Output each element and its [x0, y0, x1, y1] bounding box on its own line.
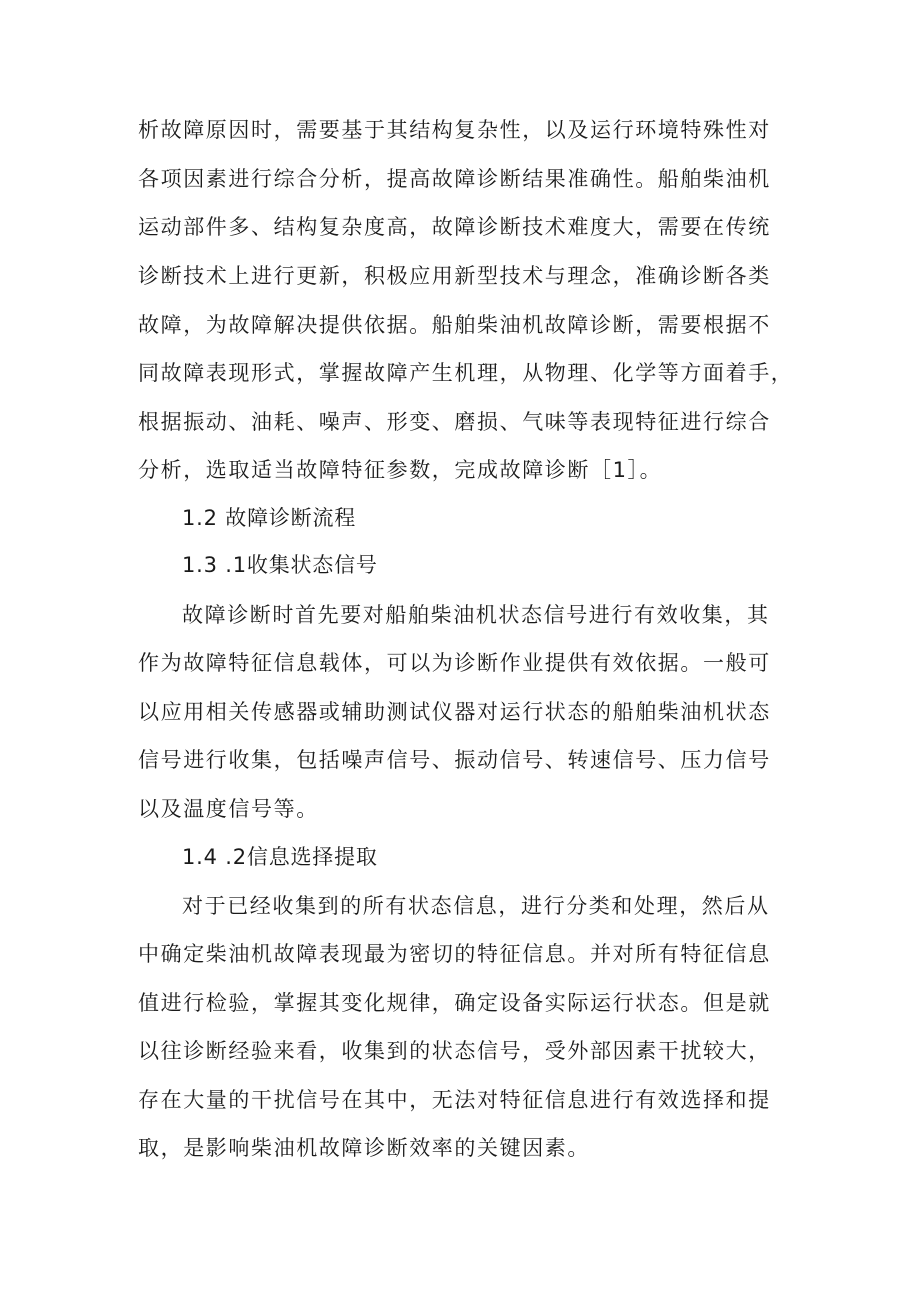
paragraph-line: 中确定柴油机故障表现最为密切的特征信息。并对所有特征信息 [138, 942, 771, 966]
paragraph-line: 信号进行收集，包括噪声信号、振动信号、转速信号、压力信号 [138, 748, 771, 772]
paragraph-line: 同故障表现形式，掌握故障产生机理，从物理、化学等方面着手， [138, 361, 794, 385]
paragraph-line: 值进行检验，掌握其变化规律，确定设备实际运行状态。但是就 [138, 991, 771, 1015]
paragraph-line: 存在大量的干扰信号在其中，无法对特征信息进行有效选择和提 [138, 1088, 771, 1112]
paragraph-line: 析故障原因时，需要基于其结构复杂性，以及运行环境特殊性对 [138, 118, 771, 142]
paragraph-line: 故障，为故障解决提供依据。船舶柴油机故障诊断，需要根据不 [138, 313, 771, 337]
paragraph-line: 以及温度信号等。 [138, 797, 319, 821]
section-heading-collect-signals: 1.3 .1收集状态信号 [182, 553, 378, 577]
paragraph-line: 以往诊断经验来看，收集到的状态信号，受外部因素干扰较大， [138, 1039, 771, 1063]
section-heading-diagnosis-process: 1.2 故障诊断流程 [182, 506, 357, 530]
paragraph-line: 诊断技术上进行更新，积极应用新型技术与理念，准确诊断各类 [138, 264, 771, 288]
paragraph-line: 各项因素进行综合分析，提高故障诊断结果准确性。船舶柴油机 [138, 167, 771, 191]
paragraph-line: 故障诊断时首先要对船舶柴油机状态信号进行有效收集，其 [182, 603, 770, 627]
paragraph-line: 取，是影响柴油机故障诊断效率的关键因素。 [138, 1136, 590, 1160]
paragraph-line: 作为故障特征信息载体，可以为诊断作业提供有效依据。一般可 [138, 651, 771, 675]
paragraph-line: 根据振动、油耗、噪声、形变、磨损、气味等表现特征进行综合 [138, 410, 771, 434]
paragraph-line: 以应用相关传感器或辅助测试仪器对运行状态的船舶柴油机状态 [138, 700, 771, 724]
paragraph-line: 分析，选取适当故障特征参数，完成故障诊断［1］。 [138, 458, 663, 482]
paragraph-line: 对于已经收集到的所有状态信息，进行分类和处理，然后从 [182, 894, 770, 918]
paragraph-line: 运动部件多、结构复杂度高，故障诊断技术难度大，需要在传统 [138, 215, 771, 239]
section-heading-info-extraction: 1.4 .2信息选择提取 [182, 845, 378, 869]
